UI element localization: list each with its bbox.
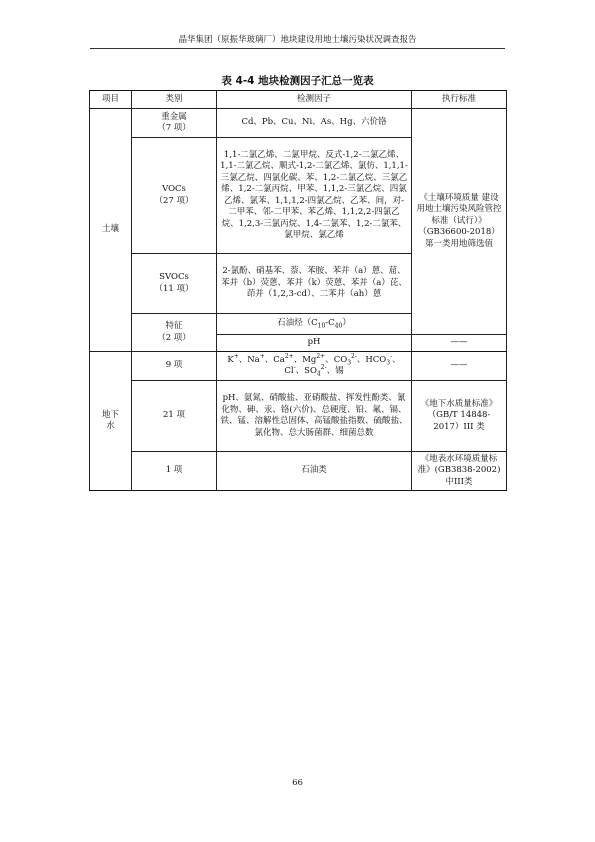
category-21: 21 项	[132, 381, 217, 452]
standard-9: ——	[412, 352, 507, 381]
col-header-category: 类别	[132, 91, 217, 109]
page-number: 66	[292, 778, 303, 788]
category-special: 特征 （2 项）	[132, 314, 217, 352]
factor-petroleum-hydrocarbon: 石油烃$(C_{10}-C_{40})$	[217, 314, 412, 335]
detection-factors-table	[89, 90, 507, 491]
table-header-row	[90, 91, 507, 109]
table-row	[90, 109, 507, 138]
col-header-item: 项目	[90, 91, 132, 109]
category-1: 1 项	[132, 452, 217, 491]
standard-1: 《地表水环境质量标准》(GB3838-2002)中III类	[412, 452, 507, 491]
col-header-standard: 执行标准	[412, 91, 507, 109]
factors-1: 石油类	[217, 452, 412, 491]
factor-ph: pH	[217, 335, 412, 352]
soil-label: 土壤	[90, 109, 132, 352]
factors-heavy-metal: Cd、Pb、Cu、Ni、As、Hg、六价铬	[217, 109, 412, 138]
groundwater-label: 地下 水	[90, 352, 132, 491]
page-header: 晶华集团（原振华玻璃厂）地块建设用地土壤污染状况调查报告	[90, 33, 505, 49]
category-9: 9 项	[132, 352, 217, 381]
factors-vocs: 1,1-二氯乙烯、二氯甲烷、反式-1,2-二氯乙烯、1,1-二氯乙烷、顺式-1,2-二氯乙烯、氯仿、1,1,1-三氯乙烷、四氯化碳、苯、1,2-二氯乙烷、三氯乙烯、1,2-二氯丙烷、甲苯、1,1,2-三氯乙烷、四氯乙烯、氯苯、1,1,1,2-四氯乙烷、乙苯、间，对-二甲苯、邻-二甲苯、苯乙烯、1,1,2,2-四氯乙烷、1,2,3-三氯丙烷、1,4-二氯苯、1,2-二氯苯、氯甲烷、氯乙烯	[217, 138, 412, 254]
category-vocs: VOCs （27 项）	[132, 138, 217, 254]
factors-21: pH、氨氮、硝酸盐、亚硝酸盐、挥发性酚类、氰化物、砷、汞、铬(六价)、总硬度、铅、氟、镉、铁、锰、溶解性总固体、高锰酸盐指数、硫酸盐、氯化物、总大肠菌群、细菌总数	[217, 381, 412, 452]
table-title: 表 4-4 地块检测因子汇总一览表	[221, 75, 374, 87]
factors-svocs: 2-氯酚、硝基苯、萘、苯胺、苯并（a）蒽、䓛、苯并（b）荧蒽、苯并（k）荧蒽、苯并（a）芘、茚并（1,2,3-cd）、二苯并（ah）蒽	[217, 254, 412, 314]
standard-21: 《地下水质量标准》（GB/T 14848-2017）III 类	[412, 381, 507, 452]
category-svocs: SVOCs （11 项）	[132, 254, 217, 314]
ph-standard: ——	[412, 335, 507, 352]
factors-9: K+、Na+、$Ca^{2+}$、$Mg^{2+}$、$CO_3^{2-}$、$HCO_3^-$、 Cl-、$SO_4^{2-}$、锡	[217, 352, 412, 381]
soil-standard: 《土壤环境质量 建设用地土壤污染风险管控标准（试行）》（GB36600-2018）第一类用地筛选值	[412, 109, 507, 335]
table-row	[90, 452, 507, 491]
col-header-factors: 检测因子	[217, 91, 412, 109]
category-heavy-metal: 重金属 （7 项）	[132, 109, 217, 138]
table-row	[90, 381, 507, 452]
table-row	[90, 352, 507, 381]
